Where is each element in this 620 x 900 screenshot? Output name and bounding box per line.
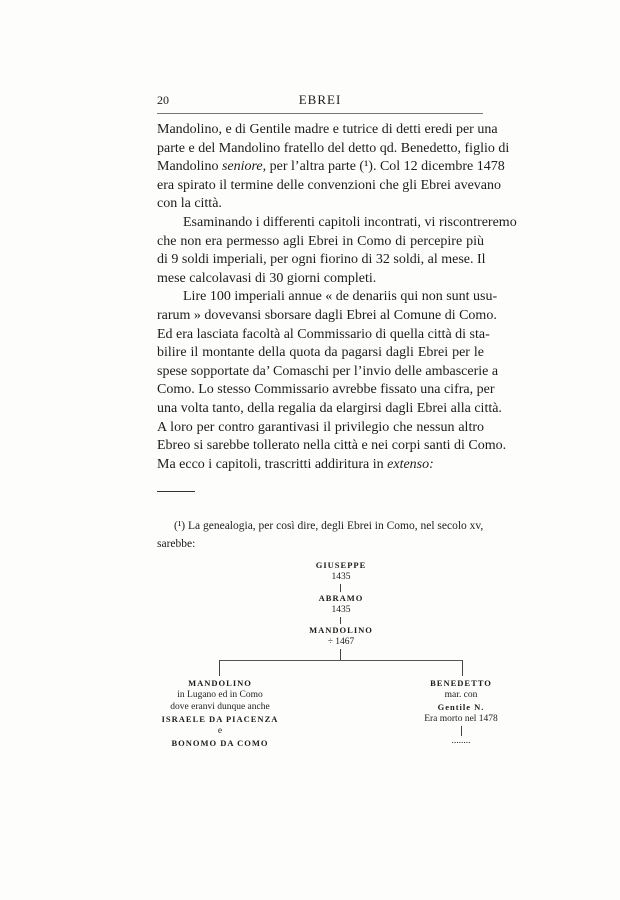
tree-connector [340,649,341,660]
text-line [157,158,505,177]
text-line: spese sopportate da’ Comaschi per l’invio delle ambascerie a [157,363,499,379]
tree-connector [462,660,463,676]
text-line: mese calcolavasi di 30 giorni completi. [157,270,377,286]
tree-connector [340,584,341,592]
node-note: mar. con [444,690,478,700]
text-line: parte e del Mandolino fratello del detto qd. Benedetto, figlio di [157,140,510,156]
text-line: di 9 soldi imperiali, per ogni fiorino di 32 soldi, al mese. Il [157,252,486,268]
footnote-rule [157,491,195,492]
node-name: ISRAELE DA PIACENZA [161,714,279,724]
footnote-line: sarebbe: [157,538,196,550]
node-giuseppe [316,559,367,583]
text-line: che non era permesso agli Ebrei in Como di percepire più [157,233,484,249]
node-name: Gentile N. [437,702,485,712]
text-line: A loro per contro garantivasi il privilegio che nessun altro [157,419,484,435]
node-note: e [217,726,223,736]
footnote-line: (¹) La genealogia, per così dire, degli Ebrei in Como, nel secolo xv, [174,520,484,532]
text-line: Como. Lo stesso Commissario avrebbe fissato una cifra, per [157,382,495,398]
text-line: Ed era lasciata facoltà al Commissario di quella città di sta- [157,326,490,342]
italic-span: extenso: [387,456,434,472]
tree-connector [219,660,220,676]
node-year: 1435 [331,572,351,582]
text-span: per l’altra parte (¹). Col 12 dicembre 1478 [266,159,505,175]
footnote [157,517,484,553]
node-mandolino-senior [309,624,373,648]
text-line: Lire 100 imperiali annue « de denariis qui non sunt usu- [183,289,498,305]
node-benedetto [424,677,498,747]
body-text [157,121,517,474]
text-line: rarum » dovevansi sborsare dagli Ebrei al Comune di Como. [157,307,497,323]
text-line: Ebreo si sarebbe tollerato nella città e nei corpi santi di Como. [157,438,507,454]
text-line: era spirato il termine delle convenzioni che gli Ebrei avevano [157,177,502,193]
tree-connector [340,617,341,624]
page-number: 20 [157,93,169,107]
tree-branch [219,660,462,661]
text-span: Mandolino [157,159,222,175]
node-descendants: ........ [451,736,471,746]
node-note: Era morto nel 1478 [424,714,498,724]
italic-span: seniore, [221,159,267,175]
node-year: 1435 [331,605,351,615]
tree-connector [461,726,462,736]
node-name: BENEDETTO [430,678,492,688]
node-name: BONOMO DA COMO [171,738,269,748]
node-note: dove eranvi dunque anche [170,702,270,712]
text-line [157,456,484,475]
node-name: MANDOLINO [188,678,252,688]
text-line: con la città. [157,196,222,212]
text-line: bilire il montante della quota da pagarsi dagli Ebrei per le [157,345,484,361]
text-line: Esaminando i differenti capitoli incontrati, vi riscontreremo [183,214,517,230]
node-year: ÷ 1467 [327,637,355,647]
node-mandolino-junior [162,677,279,749]
text-span: Ma ecco i capitoli, trascritti addiritura in [157,456,388,472]
node-note: in Lugano ed in Como [177,690,263,700]
running-title: EBREI [298,92,342,107]
node-name: ABRAMO [318,593,364,603]
text-line: Mandolino, e di Gentile madre e tutrice di detti eredi per una [157,122,498,137]
text-line: una volta tanto, della regalia da elargirsi dagli Ebrei alla città. [157,400,502,416]
node-name: GIUSEPPE [315,560,367,570]
header-rule [157,113,483,114]
node-abramo [319,592,364,616]
node-name: MANDOLINO [309,625,373,635]
